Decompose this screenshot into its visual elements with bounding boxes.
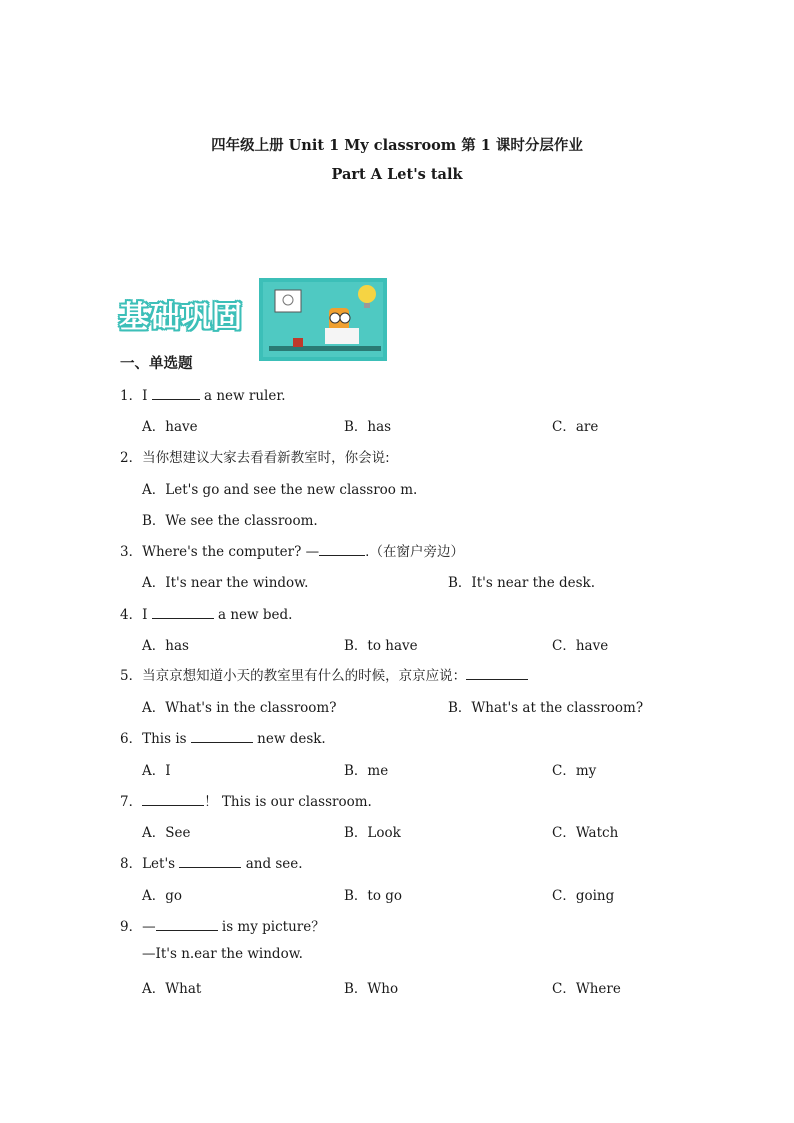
question-dialogue-line: —It's n.ear the window. xyxy=(142,946,303,962)
option-a[interactable]: A．What's in the classroom? xyxy=(142,700,337,716)
question-number: 2． xyxy=(120,450,143,466)
option-a[interactable]: A．has xyxy=(142,638,189,654)
option-b[interactable]: B．me xyxy=(344,763,389,779)
option-a[interactable]: A．go xyxy=(142,888,183,904)
question-number: 7． xyxy=(120,794,143,810)
question-7 xyxy=(120,790,372,810)
answer-blank[interactable] xyxy=(152,387,200,400)
option-b[interactable]: B．What's at the classroom? xyxy=(448,700,644,716)
question-number: 6． xyxy=(120,731,143,747)
option-a[interactable]: A．See xyxy=(142,825,191,841)
option-a[interactable]: A．What xyxy=(142,981,202,997)
option-b[interactable]: B．has xyxy=(344,419,392,435)
worksheet-subtitle: Part A Let's talk xyxy=(331,166,463,183)
worksheet-title: 四年级上册 Unit 1 My classroom 第 1 课时分层作业 xyxy=(211,137,583,154)
answer-blank[interactable] xyxy=(319,543,365,556)
question-text: I xyxy=(142,607,152,623)
question-6 xyxy=(120,727,326,747)
question-text: .（在窗户旁边） xyxy=(365,544,464,560)
option-a[interactable]: A．I xyxy=(142,763,171,779)
answer-blank[interactable] xyxy=(152,606,214,619)
option-b[interactable]: B．We see the classroom. xyxy=(142,513,318,529)
option-b[interactable]: B．It's near the desk. xyxy=(448,575,596,591)
question-9 xyxy=(120,915,325,935)
question-text: ！ This is our classroom. xyxy=(204,794,372,810)
option-a[interactable]: A．Let's go and see the new classroo m. xyxy=(142,482,418,498)
option-a[interactable]: A．It's near the window. xyxy=(142,575,309,591)
question-5 xyxy=(120,664,528,684)
question-number: 5． xyxy=(120,668,143,684)
question-number: 1． xyxy=(120,388,143,404)
question-text: 当你想建议大家去看看新教室时，你会说: xyxy=(142,450,390,466)
question-3 xyxy=(120,540,464,560)
option-b[interactable]: B．to have xyxy=(344,638,418,654)
question-number: 9． xyxy=(120,919,143,935)
question-text: This is xyxy=(142,731,191,747)
option-c[interactable]: C．my xyxy=(552,763,597,779)
option-c[interactable]: C．have xyxy=(552,638,609,654)
option-b[interactable]: B．to go xyxy=(344,888,403,904)
question-number: 4． xyxy=(120,607,143,623)
question-text: is my picture？ xyxy=(217,919,325,935)
section-title: 一、单选题 xyxy=(120,355,193,372)
question-8 xyxy=(120,852,303,872)
question-text: a new bed. xyxy=(213,607,293,623)
answer-blank[interactable] xyxy=(156,918,218,931)
option-c[interactable]: C．Where xyxy=(552,981,621,997)
question-2 xyxy=(120,446,390,466)
banner-label: 基础巩固 xyxy=(119,300,243,335)
answer-blank[interactable] xyxy=(191,730,253,743)
question-number: 8． xyxy=(120,856,143,872)
question-text: Let's xyxy=(142,856,180,872)
answer-blank[interactable] xyxy=(142,793,204,806)
question-text: 当京京想知道小天的教室里有什么的时候，京京应说： xyxy=(142,668,467,684)
question-number: 3． xyxy=(120,544,143,560)
question-text: Where's the computer? — xyxy=(142,544,320,560)
question-text: — xyxy=(142,919,156,935)
option-b[interactable]: B．Look xyxy=(344,825,401,841)
answer-blank[interactable] xyxy=(466,667,528,680)
question-1 xyxy=(120,384,286,404)
question-text: and see. xyxy=(241,856,303,872)
answer-blank[interactable] xyxy=(179,855,241,868)
question-text: a new ruler. xyxy=(199,388,286,404)
classroom-illustration xyxy=(259,278,387,361)
question-4 xyxy=(120,603,292,623)
option-c[interactable]: C．are xyxy=(552,419,599,435)
option-a[interactable]: A．have xyxy=(142,419,198,435)
section-banner xyxy=(119,278,389,362)
question-text: I xyxy=(142,388,152,404)
question-text: new desk. xyxy=(252,731,326,747)
option-c[interactable]: C．going xyxy=(552,888,615,904)
option-b[interactable]: B．Who xyxy=(344,981,399,997)
option-c[interactable]: C．Watch xyxy=(552,825,619,841)
